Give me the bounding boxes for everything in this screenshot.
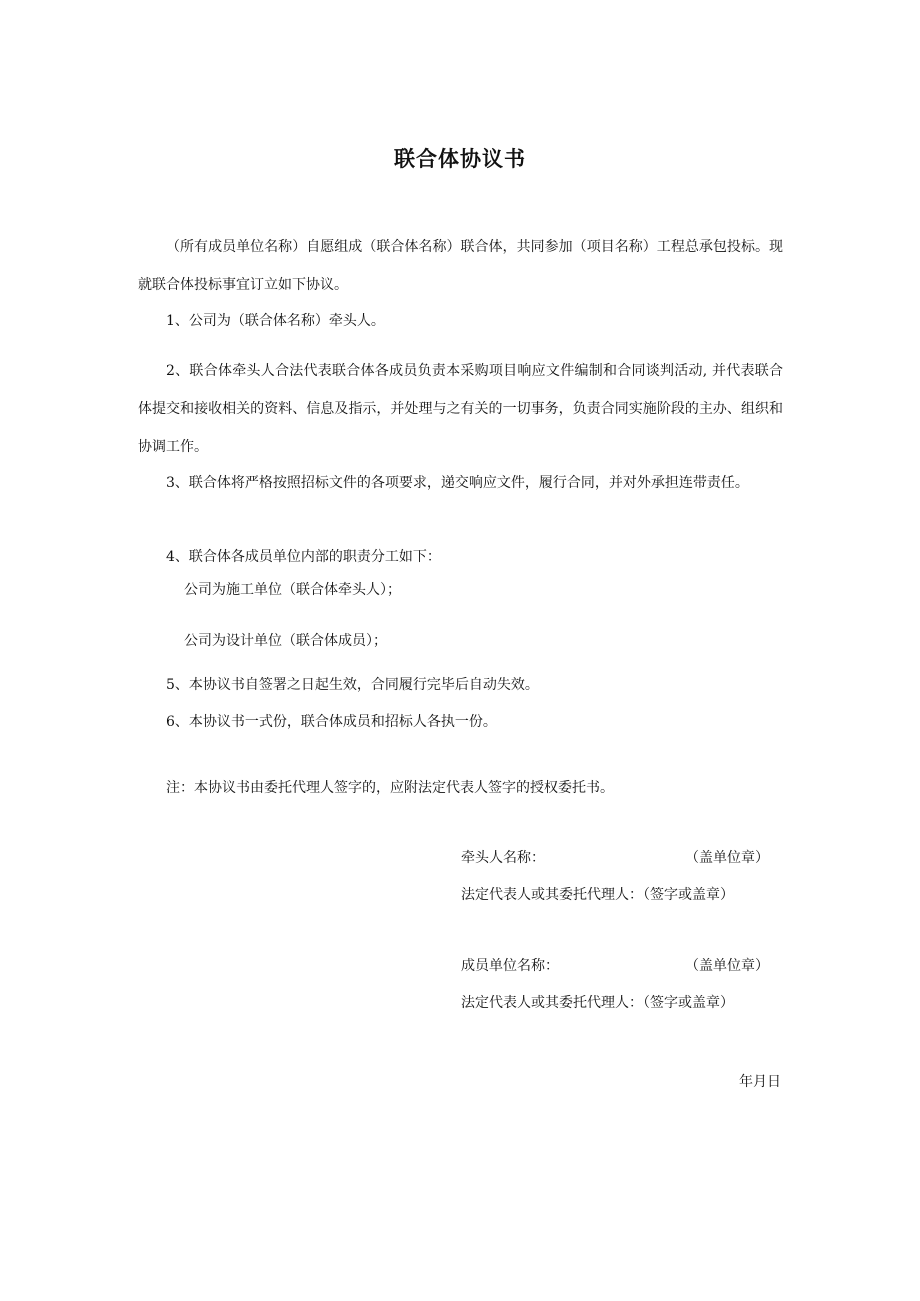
member-name-row [461, 955, 769, 977]
duty-design: 公司为设计单位（联合体成员）； [184, 633, 387, 649]
member-name-label: 成员单位名称： [461, 958, 559, 974]
lead-seal-label: （盖单位章） [685, 850, 769, 866]
member-rep-row [461, 992, 769, 1014]
duty-construction: 公司为施工单位（联合体牵头人）； [184, 582, 401, 598]
member-rep-sign-label: （签字或盖章） [643, 995, 734, 1011]
clause-1: 1、公司为（联合体名称）牵头人。 [166, 313, 385, 329]
clause-4: 4、联合体各成员单位内部的职责分工如下： [166, 549, 441, 565]
intro-paragraph: （所有成员单位名称）自愿组成（联合体名称）联合体，共同参加（项目名称）工程总承包投标。现就联合体投标事宜订立如下协议。 [138, 239, 783, 293]
date-line: 年月日 [739, 1074, 781, 1090]
member-seal-label: （盖单位章） [685, 958, 769, 974]
clause-5: 5、本协议书自签署之日起生效，合同履行完毕后自动失效。 [166, 677, 539, 693]
clause-6: 6、本协议书一式份，联合体成员和招标人各执一份。 [166, 714, 497, 730]
lead-rep-row [461, 884, 769, 906]
clause-2: 2、联合体牵头人合法代表联合体各成员负责本采购项目响应文件编制和合同谈判活动, 并代表联合体提交和接收相关的资料、信息及指示，并处理与之有关的一切事务，负责合同实施阶段的主办、组织和协调工作。 [138, 363, 783, 455]
clause-3: 3、联合体将严格按照招标文件的各项要求，递交响应文件，履行合同，并对外承担连带责任。 [166, 475, 749, 491]
lead-name-row [461, 847, 769, 869]
note: 注：本协议书由委托代理人签字的，应附法定代表人签字的授权委托书。 [166, 780, 614, 796]
member-rep-label: 法定代表人或其委托代理人： [461, 995, 643, 1011]
lead-rep-label: 法定代表人或其委托代理人： [461, 887, 643, 903]
lead-rep-sign-label: （签字或盖章） [643, 887, 734, 903]
document-title: 联合体协议书 [394, 147, 526, 171]
lead-name-label: 牵头人名称： [461, 850, 545, 866]
